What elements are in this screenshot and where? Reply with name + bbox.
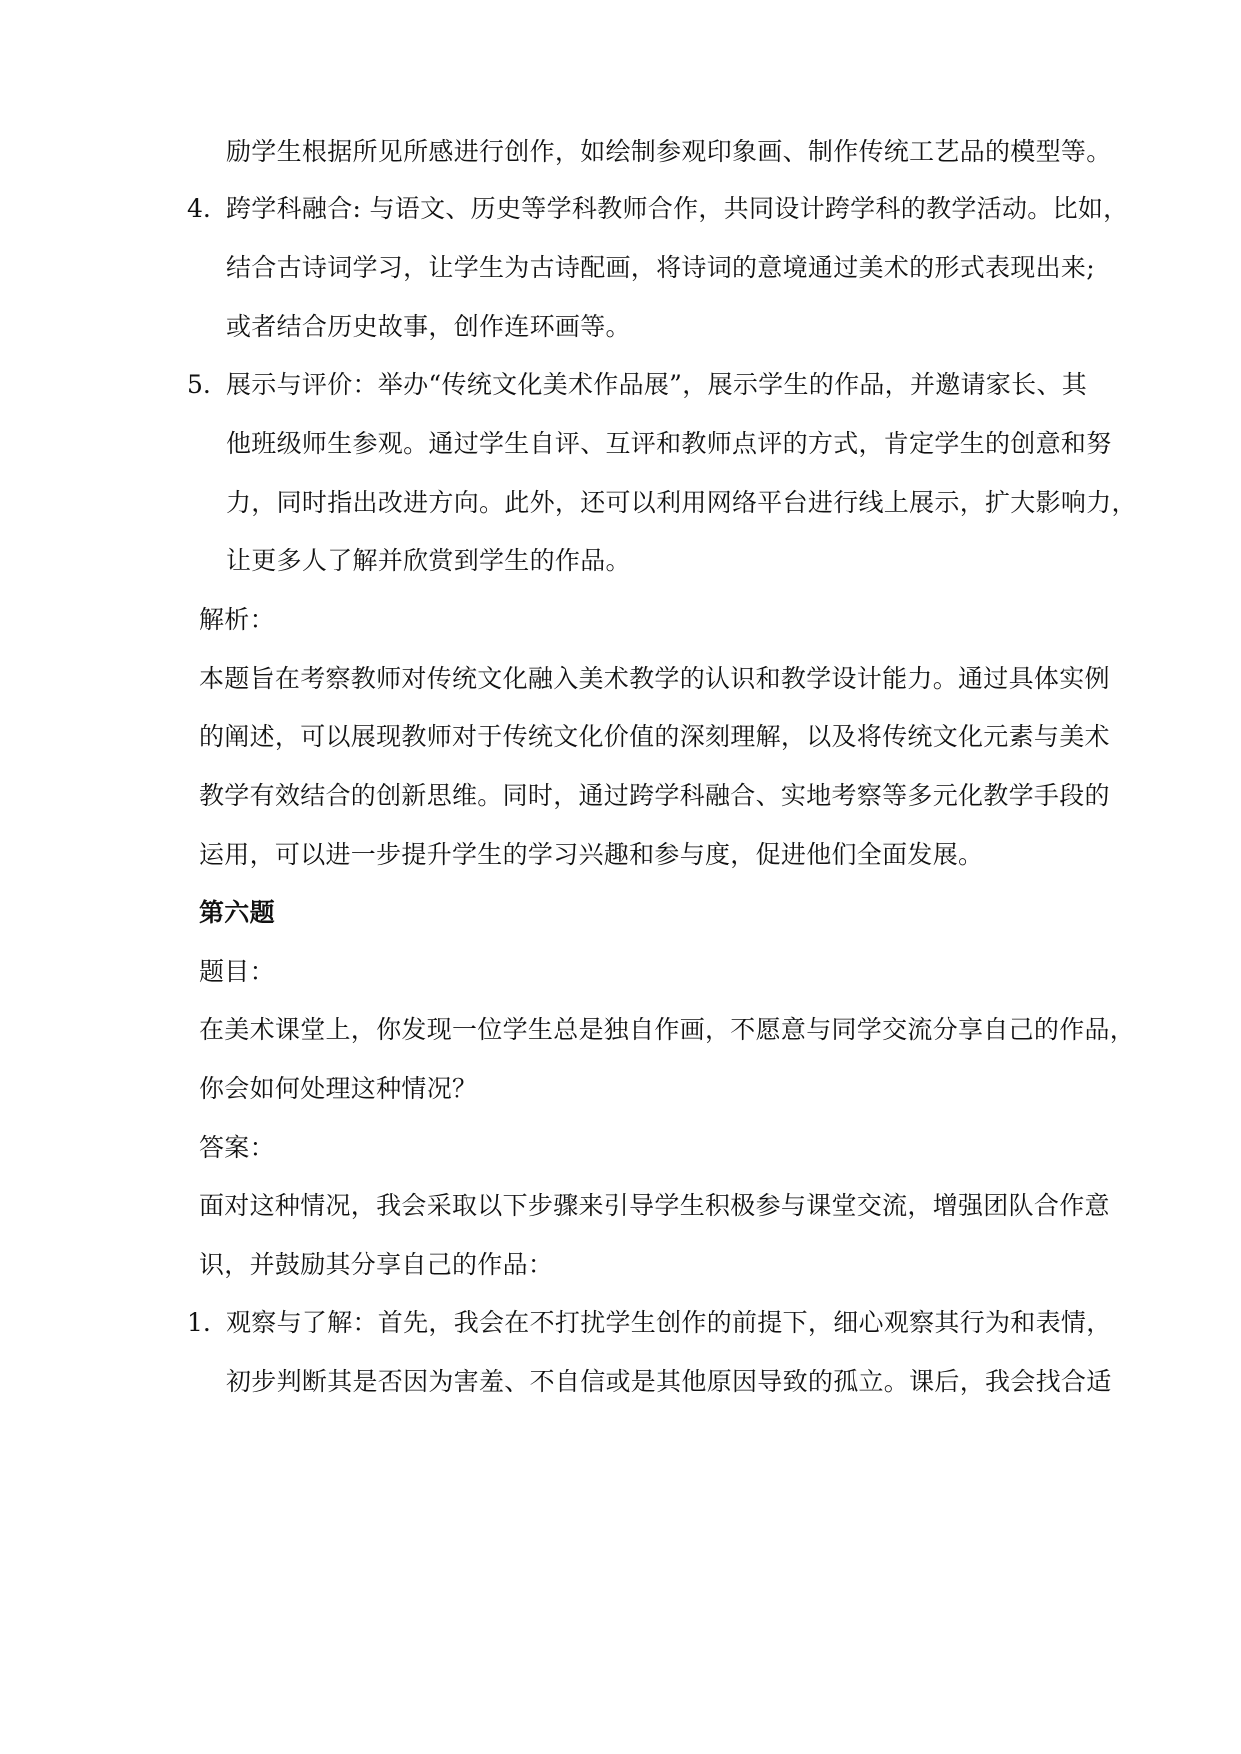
item4-line3: 或者结合历史故事，创作连环画等。: [226, 312, 631, 341]
item5-number: 5.: [187, 370, 211, 399]
question6-topic-label: 题目：: [199, 957, 275, 986]
step1-line2: 初步判断其是否因为害羞、不自信或是其他原因导致的孤立。课后，我会找合适: [226, 1367, 1112, 1396]
question6-answer-label: 答案：: [199, 1133, 275, 1162]
analysis-line3: 教学有效结合的创新思维。同时，通过跨学科融合、实地考察等多元化教学手段的: [199, 781, 1110, 810]
question6-heading: 第六题: [199, 898, 275, 927]
analysis-line1: 本题旨在考察教师对传统文化融入美术教学的认识和教学设计能力。通过具体实例: [199, 664, 1110, 693]
step1-line1: 观察与了解：首先，我会在不打扰学生创作的前提下，细心观察其行为和表情，: [226, 1308, 1112, 1337]
item4-line2: 结合古诗词学习，让学生为古诗配画，将诗词的意境通过美术的形式表现出来;: [226, 253, 1095, 282]
step1-number: 1.: [187, 1308, 211, 1337]
item3-continuation: 励学生根据所见所感进行创作，如绘制参观印象画、制作传统工艺品的模型等。: [226, 137, 1112, 166]
item5-line4: 让更多人了解并欣赏到学生的作品。: [226, 546, 631, 575]
analysis-line4: 运用，可以进一步提升学生的学习兴趣和参与度，促进他们全面发展。: [199, 840, 984, 869]
item5-line2: 他班级师生参观。通过学生自评、互评和教师点评的方式，肯定学生的创意和努: [226, 429, 1112, 458]
analysis-label: 解析：: [199, 605, 275, 634]
item5-line3: 力，同时指出改进方向。此外，还可以利用网络平台进行线上展示，扩大影响力，: [226, 488, 1137, 517]
question6-topic-line1: 在美术课堂上，你发现一位学生总是独自作画，不愿意与同学交流分享自己的作品，: [199, 1015, 1136, 1044]
item4-number: 4.: [187, 194, 211, 223]
item4-line1: 跨学科融合: 与语文、历史等学科教师合作，共同设计跨学科的教学活动。比如，: [226, 194, 1129, 223]
analysis-line2: 的阐述，可以展现教师对于传统文化价值的深刻理解，以及将传统文化元素与美术: [199, 722, 1110, 751]
question6-answer-line2: 识，并鼓励其分享自己的作品：: [199, 1250, 554, 1279]
item5-line1: 展示与评价：举办“传统文化美术作品展”，展示学生的作品，并邀请家长、其: [226, 370, 1088, 399]
question6-topic-line2: 你会如何处理这种情况？: [199, 1074, 478, 1103]
question6-answer-line1: 面对这种情况，我会采取以下步骤来引导学生积极参与课堂交流，增强团队合作意: [199, 1191, 1110, 1220]
